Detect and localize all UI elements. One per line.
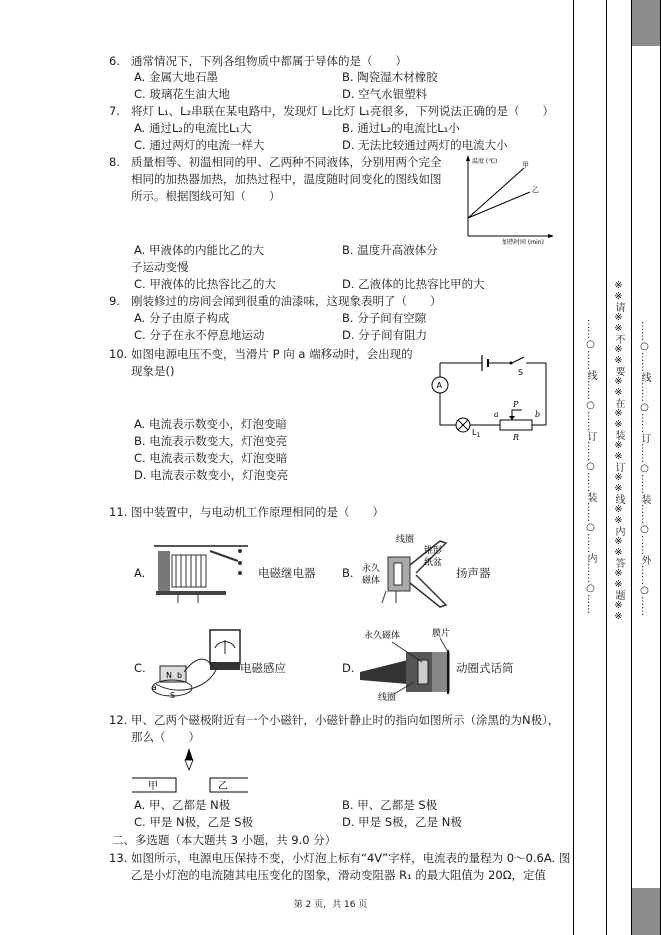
question-12: 12. 甲、乙两个磁极附近有一个小磁针，小磁针静止时的指向如图所示（涂黑的为N极）， xyxy=(109,713,560,727)
q12-option-d: D. 甲是 S极，乙是 N极 xyxy=(342,815,462,829)
pole-yi-box xyxy=(210,778,248,792)
q6-option-b: B. 陶瓷湿木材橡胶 xyxy=(342,70,438,84)
q9-option-a: A. 分子由原子构成 xyxy=(134,311,230,325)
relay-base xyxy=(156,591,226,595)
lead-wire-2 xyxy=(184,659,212,672)
magnet-poles-figure xyxy=(132,748,252,794)
switch-label: S xyxy=(518,368,524,377)
microphone-figure xyxy=(356,626,460,702)
q11-option-b-caption: 扬声器 xyxy=(456,566,491,580)
question-13-line2: 乙是小灯泡的电流随其电压变化的图象，滑动变阻器 R₁ 的最大阻值为 20Ω，定值 xyxy=(131,868,546,882)
ammeter-label: A xyxy=(436,381,442,390)
q11-option-b-letter: B. xyxy=(342,566,354,580)
q9-option-c: C. 分子在永不停息地运动 xyxy=(134,328,265,342)
margin-gray-bar-top xyxy=(632,0,660,46)
slider-label-p: P xyxy=(513,400,519,409)
galvanometer-base xyxy=(210,662,240,670)
binding-margin xyxy=(573,0,661,935)
wire-b-label: b xyxy=(177,671,183,680)
q10-option-c: C. 电流表示数变大，灯泡变暗 xyxy=(134,451,288,465)
mic-label-diaphragm: 膜片 xyxy=(432,629,451,639)
question-12-line2: 那么（ ） xyxy=(131,730,200,744)
q12-option-c: C. 甲是 N极，乙是 S极 xyxy=(134,815,254,829)
terminal-a-label: a xyxy=(494,410,499,419)
question-8: 8. 质量相等、初温相同的甲、乙两种不同液体，分别用两个完全 xyxy=(109,155,442,169)
q6-option-d: D. 空气水银塑料 xyxy=(342,87,428,101)
q7-option-b: B. 通过L₂的电流比L₁小 xyxy=(342,121,460,135)
q12-option-a: A. 甲、乙都是 N极 xyxy=(134,798,231,812)
q10-option-a: A. 电流表示数变小，灯泡变暗 xyxy=(134,417,287,431)
mic-label-coil: 线圈 xyxy=(378,693,397,703)
graph-x-label: 加热时间 (min) xyxy=(502,239,544,246)
margin-outer-dashed-line: ……○……线……○……订……○……装……○……外……○…… xyxy=(639,320,650,616)
question-9: 9. 刚装修过的房间会闻到很重的油漆味，这现象表明了（ ） xyxy=(109,294,442,308)
needle-s-pole xyxy=(185,760,193,770)
rheostat-label: R xyxy=(513,433,520,442)
speaker-coil xyxy=(394,563,402,585)
q11-option-a-letter: A. xyxy=(134,566,146,580)
slider-arm xyxy=(512,410,522,420)
switch-blade xyxy=(512,357,524,363)
question-13: 13. 如图所示，电源电压保持不变，小灯泡上标有“4V”字样，电流表的量程为 0～0.6A. 图 xyxy=(109,851,571,865)
magnet-n-label: N xyxy=(166,671,172,680)
pole-jia-label: 甲 xyxy=(148,781,158,792)
question-7: 7. 将灯 L₁、L₂串联在某电路中，发现灯 L₂比灯 L₁亮很多，下列说法正确的是（ ） xyxy=(109,104,555,118)
question-10: 10. 如图电源电压不变，当滑片 P 向 a 端移动时，会出现的 xyxy=(109,347,413,361)
needle-n-pole xyxy=(185,748,193,760)
q11-option-d-letter: D. xyxy=(342,661,355,675)
label-jia: 甲 xyxy=(522,161,529,169)
q6-option-a: A. 金属大地石墨 xyxy=(134,70,218,84)
question-8-line3: 所示。根据图线可知（ ） xyxy=(131,189,281,203)
rheostat-symbol xyxy=(500,420,532,430)
relay-iron-core xyxy=(158,551,170,591)
margin-gray-bar-bottom xyxy=(632,888,660,935)
magnet-s-label: S xyxy=(170,691,176,700)
speaker-cone-bottom xyxy=(410,575,446,607)
terminal-b-label: b xyxy=(535,410,541,419)
lamp-label xyxy=(472,428,480,439)
question-6: 6. 通常情况下，下列各组物质中都属于导体的是（ ） xyxy=(109,54,407,68)
mic-label-magnet: 永久磁体 xyxy=(364,631,401,641)
q8-option-b: B. 温度升高液体分 xyxy=(342,243,438,257)
q7-option-c: C. 通过两灯的电流一样大 xyxy=(134,138,265,152)
margin-inner-dashed-line: ……○……线……○……订……○……装……○……内……○…… xyxy=(585,319,596,614)
q9-option-b: B. 分子间有空隙 xyxy=(342,311,427,325)
y-axis-arrow xyxy=(466,155,470,161)
speaker-wire-1 xyxy=(382,591,386,603)
mic-magnet xyxy=(418,660,428,684)
wire-left xyxy=(440,363,456,425)
lamp-label-sub: 1 xyxy=(476,432,481,439)
leader-diaphragm xyxy=(440,638,448,652)
temperature-time-graph xyxy=(458,152,556,244)
speaker-label-coil: 线圈 xyxy=(396,535,415,545)
question-10-line2: 现象是() xyxy=(131,364,175,378)
label-yi: 乙 xyxy=(532,186,539,194)
speaker-label-paper: 纸盆 xyxy=(424,558,443,568)
pole-yi-label: 乙 xyxy=(218,781,228,792)
q7-option-a: A. 通过L₂的电流比L₁大 xyxy=(134,121,252,135)
margin-warning-text: ※※请※※不※※要※※在※※装※※订※※线※※内※※答※※题※※ xyxy=(613,280,624,622)
relay-figure xyxy=(148,537,260,609)
relay-contact-b xyxy=(238,561,242,565)
induction-figure xyxy=(146,626,246,702)
mic-handle xyxy=(360,660,408,684)
q8-option-a: A. 甲液体的内能比乙的大 xyxy=(134,243,264,257)
q6-option-c: C. 玻璃花生油大地 xyxy=(134,87,230,101)
wire-a-label: a xyxy=(152,683,157,692)
q8-option-c: C. 甲液体的比热容比乙的大 xyxy=(134,277,276,291)
page-footer: 第 2 页，共 16 页 xyxy=(293,900,368,910)
margin-left-border xyxy=(573,0,574,935)
question-11: 11. 图中装置中，与电动机工作原理相同的是（ ） xyxy=(109,505,384,519)
q11-option-d-caption: 动圈式话筒 xyxy=(456,661,514,675)
question-8-line2: 相同的加热器加热，加热过程中，温度随时间变化的图线如图 xyxy=(131,172,442,186)
margin-inner-divider xyxy=(606,0,607,935)
circuit-diagram xyxy=(426,345,558,442)
q10-option-b: B. 电流表示数变大，灯泡变亮 xyxy=(134,434,288,448)
q8-option-b-cont: 子运动变慢 xyxy=(131,260,189,274)
q11-option-a-caption: 电磁继电器 xyxy=(258,566,316,580)
relay-contact-a xyxy=(238,549,242,553)
x-axis-arrow xyxy=(548,234,554,238)
q10-option-d: D. 电流表示数变小，灯泡变亮 xyxy=(134,468,289,482)
q11-option-c-caption: 电磁感应 xyxy=(240,661,286,675)
line-jia xyxy=(468,168,524,218)
section-heading-multiple-choice: 二、多选题（本大题共 3 小题，共 9.0 分） xyxy=(112,833,337,847)
q11-option-c-letter: C. xyxy=(134,661,146,675)
relay-armature xyxy=(210,551,238,561)
q7-option-d: D. 无法比较通过两灯的电流大小 xyxy=(342,138,508,152)
slider-arrow xyxy=(509,416,515,420)
speaker-label-magnet: 磁体 xyxy=(362,576,381,586)
graph-y-label: 温度 (℃) xyxy=(472,158,498,165)
line-yi xyxy=(468,192,530,218)
loudspeaker-figure xyxy=(356,533,468,613)
margin-outer-divider xyxy=(631,0,632,935)
q9-option-d: D. 分子间有阻力 xyxy=(342,328,428,342)
lamp-label-main: L xyxy=(472,428,477,437)
q12-option-b: B. 甲、乙都是 S极 xyxy=(342,798,438,812)
speaker-label-cone: 锥形 xyxy=(424,546,443,556)
q8-option-d: D. 乙液体的比热容比甲的大 xyxy=(342,277,485,291)
relay-contact-c xyxy=(238,571,242,575)
relay-top-bar xyxy=(154,545,248,547)
speaker-label-permanent: 永久 xyxy=(362,564,381,574)
